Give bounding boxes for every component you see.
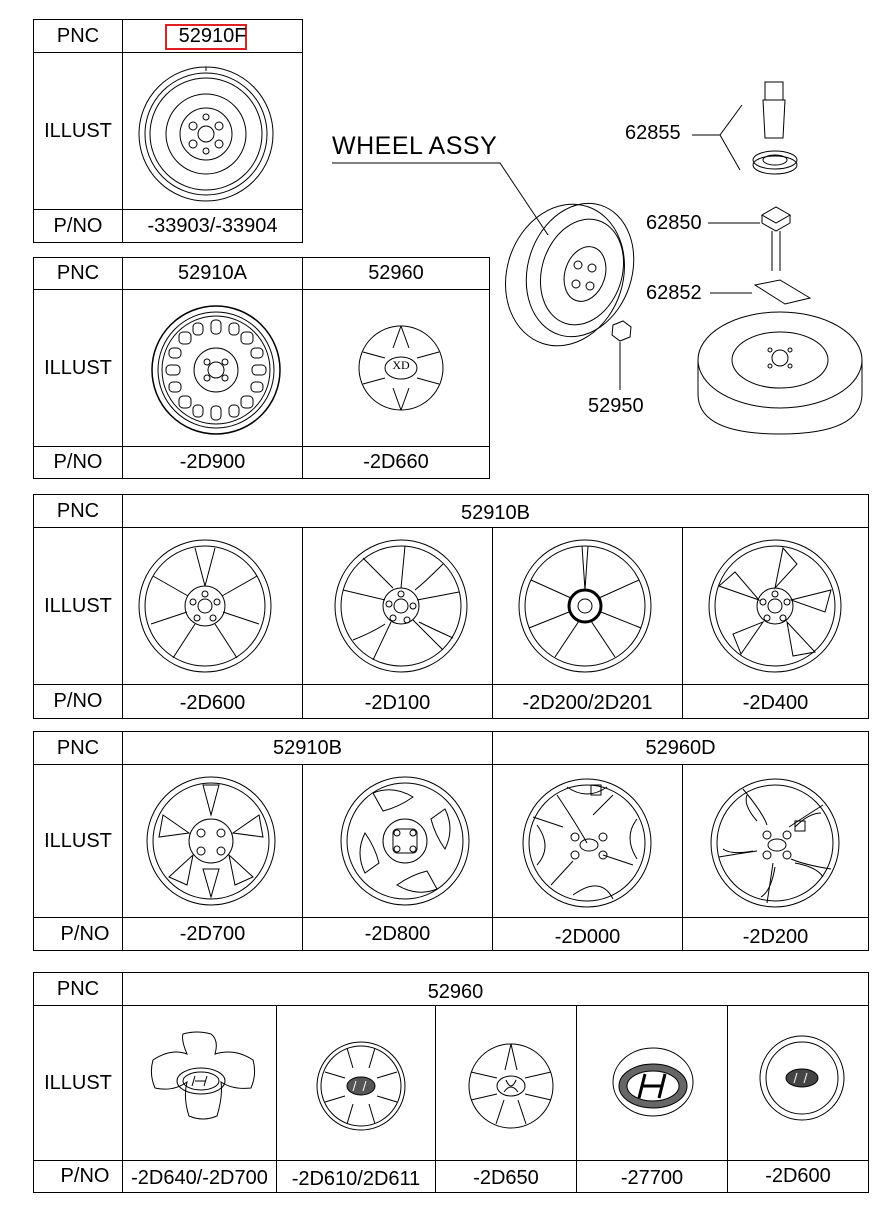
center-cap-illustration xyxy=(277,1006,435,1160)
wheel-cover-illustration xyxy=(683,765,868,917)
pno-value: -33903/-33904 xyxy=(147,214,278,237)
pno-label: P/NO xyxy=(60,922,110,945)
pno-value: -2D100 xyxy=(364,692,431,714)
callout-52950[interactable]: 52950 xyxy=(588,395,644,417)
pnc-value[interactable]: 52910B xyxy=(461,501,530,524)
pno-value: -2D800 xyxy=(364,922,431,945)
alloy-wheel-illustration xyxy=(123,528,302,684)
pnc-value[interactable]: 52960 xyxy=(427,980,484,1003)
pno-value: -2D660 xyxy=(363,451,429,473)
table-3 xyxy=(33,494,869,719)
alloy-wheel-illustration xyxy=(683,528,868,684)
pno-value: -27700 xyxy=(620,1167,684,1189)
table-5 xyxy=(33,972,869,1193)
pnc-label: PNC xyxy=(56,736,100,759)
pnc-value[interactable]: 52960 xyxy=(368,262,424,284)
table-4 xyxy=(33,731,869,951)
pnc-value[interactable] xyxy=(123,20,302,52)
pno-value: -2D200 xyxy=(742,925,809,948)
spare-wheel-illustration xyxy=(123,53,302,209)
steel-wheel-illustration xyxy=(123,290,302,446)
wheel-cover-illustration xyxy=(493,765,682,917)
pno-label: P/NO xyxy=(53,690,103,712)
pnc-label: PNC xyxy=(56,977,100,1000)
wheel-assy-title: WHEEL ASSY xyxy=(332,132,498,160)
pno-value: -2D640/-2D700 xyxy=(131,1167,268,1189)
alloy-wheel-illustration xyxy=(493,528,682,684)
alloy-wheel-illustration xyxy=(303,528,492,684)
pno-label: P/NO xyxy=(60,1165,110,1187)
alloy-wheel-illustration xyxy=(303,765,492,917)
pno-value: -2D610/2D611 xyxy=(291,1168,421,1190)
wheel-assy-exploded-view xyxy=(320,60,880,450)
callout-62850[interactable]: 62850 xyxy=(646,212,702,234)
center-cap-illustration xyxy=(728,1006,868,1160)
pno-value: -2D900 xyxy=(179,451,246,473)
pnc-label: PNC xyxy=(56,24,100,47)
callout-62852[interactable]: 62852 xyxy=(646,282,702,304)
pnc-label: PNC xyxy=(56,262,100,284)
pno-value: -2D000 xyxy=(554,925,621,948)
center-cap-illustration xyxy=(577,1006,727,1160)
pno-value: -2D200/2D201 xyxy=(522,692,653,714)
pno-value: -2D700 xyxy=(179,922,246,945)
illust-label: ILLUST xyxy=(44,1071,112,1094)
illust-label: ILLUST xyxy=(44,829,112,852)
illust-label: ILLUST xyxy=(44,119,112,142)
pnc-value-text: 52910F xyxy=(178,24,247,47)
pno-value: -2D600 xyxy=(179,692,246,714)
pnc-value[interactable]: 52910B xyxy=(273,736,342,759)
illust-label: ILLUST xyxy=(44,356,112,379)
center-cap-illustration xyxy=(123,1006,276,1160)
pno-value: -2D650 xyxy=(473,1167,539,1189)
pno-label: P/NO xyxy=(53,451,103,473)
pno-label: P/NO xyxy=(53,214,103,237)
alloy-wheel-illustration xyxy=(123,765,302,917)
pnc-value[interactable]: 52910A xyxy=(178,262,247,284)
illust-label: ILLUST xyxy=(44,594,112,617)
pnc-value[interactable]: 52960D xyxy=(645,736,716,759)
callout-62855[interactable]: 62855 xyxy=(625,122,681,144)
pnc-label: PNC xyxy=(56,499,100,522)
pno-value: -2D600 xyxy=(765,1165,831,1187)
xd-emblem-text: XD xyxy=(392,358,410,372)
pno-value: -2D400 xyxy=(742,692,809,714)
center-cap-illustration xyxy=(436,1006,576,1160)
table-1 xyxy=(33,19,303,243)
